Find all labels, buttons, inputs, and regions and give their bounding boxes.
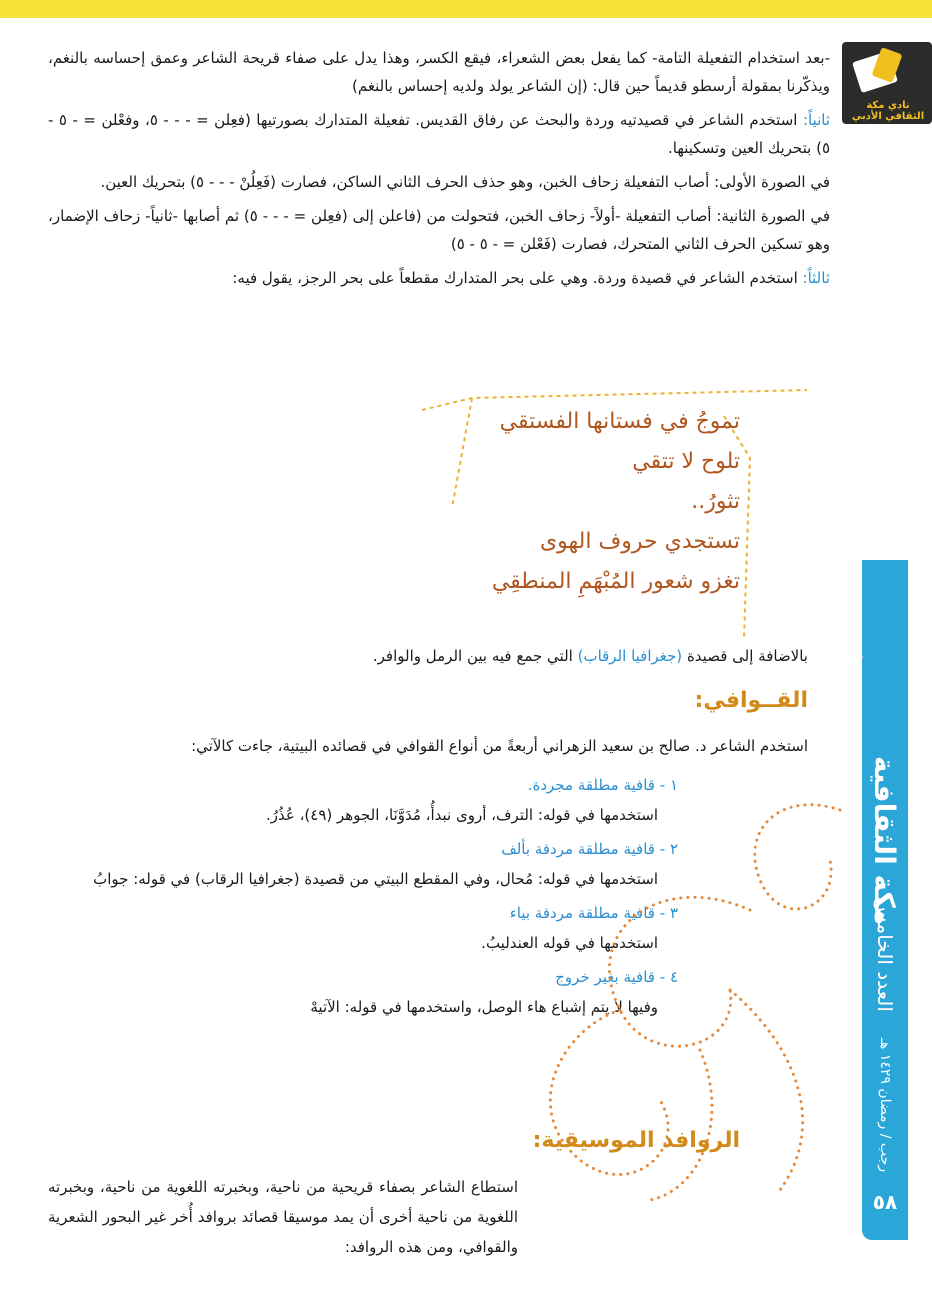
- after-poem-line: [48, 642, 808, 670]
- paragraph-4: في الصورة الثانية: أصاب التفعيلة -أولاً- زحاف الخبن، فتحولت من (فاعلن إلى (فعِلن = - - - ٥) ثم أصابها -ثانياً- زحاف الإضمار، وهو تسكين الحرف الثاني المتحرك، فصارت (فَعْلن = - ٥ - ٥): [48, 207, 831, 253]
- after-poem-after: التي جمع فيه بين الرمل والوافر.: [372, 647, 573, 665]
- paragraph-5: [48, 264, 830, 292]
- poem-line-2: تلوح لا تتقي: [632, 449, 740, 474]
- sidebar-magazine-title: مكة الثقافية: [868, 755, 902, 925]
- page-number: ٥٨: [872, 1190, 898, 1214]
- sidebar-date: رجب / رمضان ١٤٢٩ هـ: [877, 1037, 894, 1173]
- poem-line-3: تثورُ..: [691, 489, 740, 514]
- list-item-title: قافية مطلقة مردفة بألف: [501, 840, 655, 858]
- poem-line-4: تستجدي حروف الهوى: [539, 529, 740, 554]
- list-item-num: ١ -: [659, 776, 678, 794]
- list-item-text: استخدمها في قوله: الترف، أروى نبدأُ، مُدَوَّنَا، الجوهر (٤٩)، عُذُرُ.: [265, 806, 658, 824]
- label-third: ثالثاً:: [802, 269, 830, 287]
- rawafid-text: استطاع الشاعر بصفاء قريحية من ناحية، وبخبرته اللغوية من ناحية، وبخبرته اللغوية من ناحية أخرى أن يمد موسيقا قصائد بروافد أُخر غير البحور الشعرية والقوافي، ومن هذه الروافد:: [48, 1178, 518, 1256]
- list-item-title: قافية بغير خروج: [555, 968, 655, 986]
- poem-line-5: تغزو شعور المُبْهَمِ المنطقِي: [491, 569, 740, 594]
- paragraph-2-text: استخدم الشاعر في قصيدتيه وردة والبحث عن رفاق القديس. تفعيلة المتدارك بصورتيها (فعِلن = - - - ٥، وفعْلن = - ٥ - ٥) بتحريك العين وتسكينها.: [48, 111, 830, 157]
- paragraph-3: في الصورة الأولى: أصاب التفعيلة زحاف الخبن، وهو حذف الحرف الثاني الساكن، فصارت (فَعِلُنْ - - - ٥) بتحريك العين.: [100, 173, 830, 191]
- heading-qawafi: القــوافي:: [694, 688, 808, 713]
- paragraph-2: [48, 106, 830, 162]
- poem-line-1: تموجُ في فستانها الفستقي: [499, 409, 740, 434]
- top-color-bar: [0, 0, 932, 18]
- heading-rawafid: الروافد الموسيقية:: [532, 1128, 740, 1153]
- sidebar-tab: [862, 560, 908, 656]
- list-item-title: قافية مطلقة مردفة بياء: [509, 904, 655, 922]
- list-item-text: استخدمها في قوله: مُحال، وفي المقطع البيتي من قصيدة (جغرافيا الرقاب) في قوله: جوابُ: [93, 870, 658, 888]
- label-second: ثانياً:: [802, 111, 831, 129]
- body-text: [48, 44, 830, 298]
- magazine-logo: [842, 42, 932, 124]
- paragraph-1: -بعد استخدام التفعيلة التامة- كما يفعل بعض الشعراء، فيقع الكسر، وهذا يدل على صفاء قريحة الشاعر وعمق إحساسه بالنغم، ويذكّرنا بمقولة أرسطو قديماً حين قال: (إن الشاعر يولد ولديه إحساس بالنغم): [48, 49, 830, 95]
- list-item-title: قافية مطلقة مجردة.: [527, 776, 655, 794]
- sidebar-issue: العدد الخامس: [873, 898, 897, 1012]
- poem: [432, 402, 740, 602]
- after-poem-before: بالاضافة إلى قصيدة: [686, 647, 808, 665]
- list-item-num: ٢ -: [659, 840, 678, 858]
- list-item-num: ٣ -: [659, 904, 678, 922]
- qawafi-intro: استخدم الشاعر د. صالح بن سعيد الزهراني أربعةً من أنواع القوافي في قصائده البيتية، جاءت كالآتي:: [191, 737, 808, 755]
- list-item-num: ٤ -: [659, 968, 678, 986]
- list-item-text: وفيها لا يتم إشباع هاء الوصل، واستخدمها في قوله: الآتيهْ: [310, 998, 658, 1016]
- logo-text: نادي مكة الثقافي الأدبي: [851, 100, 925, 122]
- after-poem-highlight: (جغرافيا الرقاب): [577, 647, 683, 665]
- list-item-text: استخدمها في قوله العندليبُ.: [481, 934, 658, 952]
- paragraph-5-text: استخدم الشاعر في قصيدة وردة. وهي على بحر المتدارك مقطعاً على بحر الرجز، يقول فيه:: [232, 269, 798, 287]
